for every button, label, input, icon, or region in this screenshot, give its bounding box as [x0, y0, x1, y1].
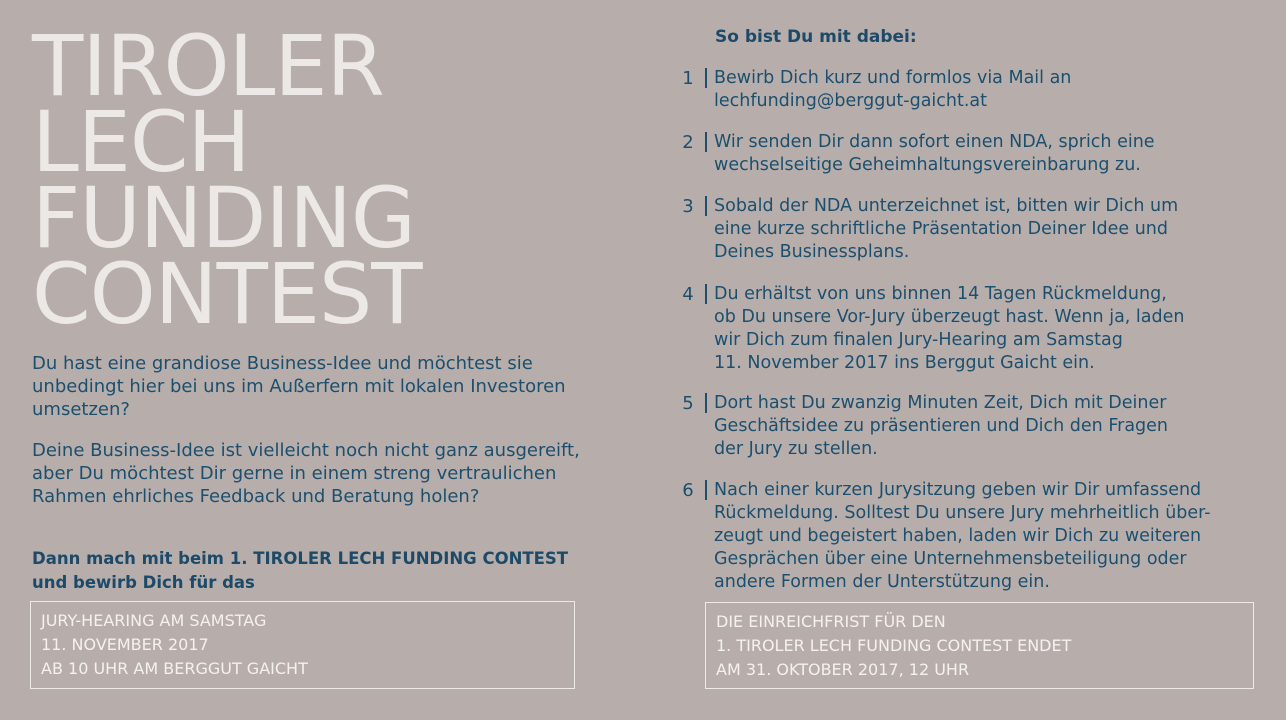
step-text — [714, 67, 1254, 113]
title-line: CONTEST — [32, 245, 422, 343]
step-line: Deines Businessplans. — [714, 242, 910, 262]
step-line: lechfunding@berggut-gaicht.at — [714, 91, 988, 111]
step-line: Geschäftsidee zu präsentieren und Dich den Fragen — [714, 416, 1169, 436]
deadline-box-line: AM 31. OKTOBER 2017, 12 UHR — [716, 660, 970, 679]
title-line: FUNDING — [32, 169, 416, 267]
step-line: eine kurze schriftliche Präsentation Deiner Idee und — [714, 219, 1169, 239]
intro-paragraph-1: Du hast eine grandiose Business-Idee und möchtest sie unbedingt hier bei uns im Außerfern mit lokalen Investoren umsetzen? — [32, 353, 566, 420]
deadline-box-line: 1. TIROLER LECH FUNDING CONTEST ENDET — [716, 636, 1072, 655]
call-to-action — [32, 547, 612, 595]
step-line: zeugt und begeistert haben, laden wir Dich zu weiteren — [714, 526, 1202, 546]
step-line: 11. November 2017 ins Berggut Gaicht ein. — [714, 353, 1095, 373]
step-line: andere Formen der Unterstützung ein. — [714, 572, 1050, 592]
steps-heading: So bist Du mit dabei: — [715, 27, 917, 47]
intro-paragraph-2: Deine Business-Idee ist vielleicht noch nicht ganz ausgereift, aber Du möchtest Dir gerne in einem streng vertraulichen Rahmen ehrliches Feedback und Beratung holen? — [32, 440, 580, 507]
page-title — [32, 17, 422, 343]
title-line: LECH — [32, 93, 250, 191]
jury-box-line: JURY-HEARING AM SAMSTAG — [41, 611, 267, 630]
step-text — [714, 479, 1254, 594]
step-line: wechselseitige Geheimhaltungsvereinbarung zu. — [714, 155, 1141, 175]
step-text — [714, 195, 1254, 264]
step-line: wir Dich zum finalen Jury-Hearing am Samstag — [714, 330, 1123, 350]
step-number: 2 — [682, 132, 694, 153]
step-line: Sobald der NDA unterzeichnet ist, bitten wir Dich um — [714, 196, 1179, 216]
deadline-box — [705, 602, 1254, 689]
step-divider — [705, 68, 707, 88]
step-divider — [705, 196, 707, 216]
deadline-box-line: DIE EINREICHFRIST FÜR DEN — [716, 612, 946, 631]
step-text — [714, 283, 1254, 375]
step-number: 3 — [682, 196, 694, 217]
title-line: TIROLER — [32, 17, 384, 115]
step-divider — [705, 284, 707, 304]
step-line: der Jury zu stellen. — [714, 439, 878, 459]
step-line: Dort hast Du zwanzig Minuten Zeit, Dich mit Deiner — [714, 393, 1167, 413]
step-divider — [705, 480, 707, 500]
step-text — [714, 392, 1254, 461]
step-line: Bewirb Dich kurz und formlos via Mail an — [714, 68, 1072, 88]
cta-line: und bewirb Dich für das — [32, 573, 255, 592]
step-line: Du erhältst von uns binnen 14 Tagen Rückmeldung, — [714, 284, 1167, 304]
step-line: Rückmeldung. Solltest Du unsere Jury mehrheitlich über- — [714, 503, 1211, 523]
jury-box-line: AB 10 UHR AM BERGGUT GAICHT — [41, 659, 308, 678]
step-text — [714, 131, 1254, 177]
step-divider — [705, 132, 707, 152]
step-line: Nach einer kurzen Jurysitzung geben wir Dir umfassend — [714, 480, 1202, 500]
step-number: 5 — [682, 393, 694, 414]
jury-box-line: 11. NOVEMBER 2017 — [41, 635, 209, 654]
step-line: ob Du unsere Vor-Jury überzeugt hast. Wenn ja, laden — [714, 307, 1185, 327]
cta-line: Dann mach mit beim 1. TIROLER LECH FUNDING CONTEST — [32, 549, 569, 568]
step-line: Wir senden Dir dann sofort einen NDA, sprich eine — [714, 132, 1155, 152]
step-divider — [705, 393, 707, 413]
step-number: 1 — [682, 68, 694, 89]
step-number: 6 — [682, 480, 694, 501]
step-number: 4 — [682, 284, 694, 305]
step-line: Gesprächen über eine Unternehmensbeteiligung oder — [714, 549, 1187, 569]
jury-hearing-box — [30, 601, 575, 689]
